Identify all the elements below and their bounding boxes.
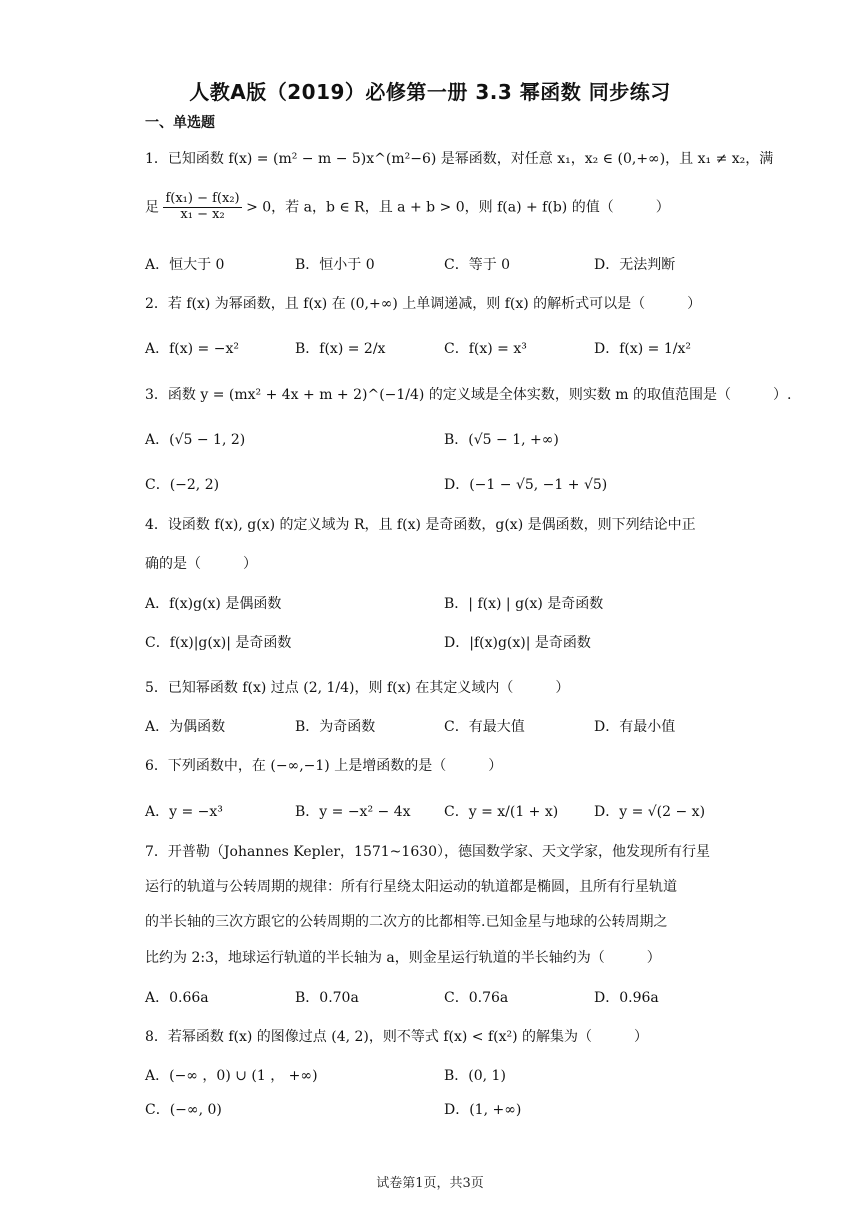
q5-stem: 5．已知幂函数 f(x) 过点 (2, 1/4)，则 f(x) 在其定义域内（ ） — [145, 680, 570, 696]
q1-fraction — [163, 192, 241, 223]
q2-option-b: B．f(x) = 2/x — [295, 341, 386, 357]
q1-line2-pre: 足 — [145, 199, 159, 216]
q3-stem: 3．函数 y = (mx² + 4x + m + 2)^(−1/4) 的定义域是全体实数，则实数 m 的取值范围是（ ）. — [145, 387, 792, 403]
q2-option-c: C．f(x) = x³ — [444, 341, 527, 357]
q7-line3: 的半长轴的三次方跟它的公转周期的二次方的比都相等.已知金星与地球的公转周期之 — [145, 914, 668, 930]
q7-option-d: D．0.96a — [594, 990, 659, 1006]
q4-option-a: A．f(x)g(x) 是偶函数 — [145, 596, 282, 612]
q8-option-a: A．(−∞ ，0) ∪ (1 ， +∞) — [145, 1068, 318, 1084]
q2-stem: 2．若 f(x) 为幂函数，且 f(x) 在 (0,+∞) 上单调递减，则 f(x) 的解析式可以是（ ） — [145, 296, 702, 312]
q7-line2: 运行的轨道与公转周期的规律：所有行星绕太阳运动的轨道都是椭圆，且所有行星轨道 — [145, 879, 677, 895]
q1-fraction-denominator: x₁ − x₂ — [180, 206, 225, 222]
q8-option-d: D．(1, +∞) — [444, 1102, 522, 1118]
q8-option-b: B．(0, 1) — [444, 1068, 506, 1084]
q6-option-d: D．y = √(2 − x) — [594, 804, 706, 820]
q1-option-b: B．恒小于 0 — [295, 257, 375, 273]
document-title: 人教A版（2019）必修第一册 3.3 幂函数 同步练习 — [189, 80, 671, 104]
q8-option-c: C．(−∞, 0) — [145, 1102, 222, 1118]
q3-option-a: A．(√5 − 1, 2) — [145, 432, 246, 448]
q6-option-b: B．y = −x² − 4x — [295, 804, 411, 820]
q4-line1: 4．设函数 f(x), g(x) 的定义域为 R，且 f(x) 是奇函数，g(x) 是偶函数，则下列结论中正 — [145, 517, 696, 533]
q7-line1: 7．开普勒（Johannes Kepler，1571~1630），德国数学家、天文学家，他发现所有行星 — [145, 844, 711, 860]
q4-line2: 确的是（ ） — [145, 556, 257, 572]
q2-option-a: A．f(x) = −x² — [145, 341, 239, 357]
q1-option-c: C．等于 0 — [444, 257, 511, 273]
q7-line4: 比约为 2:3，地球运行轨道的半长轴为 a，则金星运行轨道的半长轴约为（ ） — [145, 950, 661, 966]
q1-option-d: D．无法判断 — [594, 257, 676, 273]
q4-option-c: C．f(x)|g(x)| 是奇函数 — [145, 635, 292, 651]
q8-stem: 8．若幂函数 f(x) 的图像过点 (4, 2)，则不等式 f(x) < f(x²) 的解集为（ ） — [145, 1029, 649, 1045]
q2-option-d: D．f(x) = 1/x² — [594, 341, 691, 357]
q4-option-b: B．| f(x) | g(x) 是奇函数 — [444, 596, 604, 612]
q1-line2-post: > 0，若 a，b ∈ R，且 a + b > 0，则 f(a) + f(b) 的值（ ） — [246, 199, 670, 216]
q7-option-c: C．0.76a — [444, 990, 509, 1006]
q1-option-a: A．恒大于 0 — [145, 257, 225, 273]
q1-line2 — [145, 192, 670, 223]
page-footer: 试卷第1页，共3页 — [376, 1176, 484, 1191]
section-heading: 一、单选题 — [145, 115, 215, 131]
q5-option-d: D．有最小值 — [594, 719, 676, 735]
q6-option-a: A．y = −x³ — [145, 804, 223, 820]
q3-option-c: C．(−2, 2) — [145, 477, 220, 493]
q1-line1: 1．已知函数 f(x) = (m² − m − 5)x^(m²−6) 是幂函数，对任意 x₁，x₂ ∈ (0,+∞)，且 x₁ ≠ x₂，满 — [145, 151, 774, 167]
q4-option-d: D．|f(x)g(x)| 是奇函数 — [444, 635, 591, 651]
q7-option-b: B．0.70a — [295, 990, 359, 1006]
q3-option-d: D．(−1 − √5, −1 + √5) — [444, 477, 608, 493]
q5-option-a: A．为偶函数 — [145, 719, 226, 735]
q5-option-b: B．为奇函数 — [295, 719, 376, 735]
q3-option-b: B．(√5 − 1, +∞) — [444, 432, 559, 448]
q5-option-c: C．有最大值 — [444, 719, 525, 735]
q7-option-a: A．0.66a — [145, 990, 209, 1006]
q6-option-c: C．y = x/(1 + x) — [444, 804, 559, 820]
q1-fraction-numerator: f(x₁) − f(x₂) — [165, 191, 240, 206]
q6-stem: 6．下列函数中，在 (−∞,−1) 上是增函数的是（ ） — [145, 758, 503, 774]
